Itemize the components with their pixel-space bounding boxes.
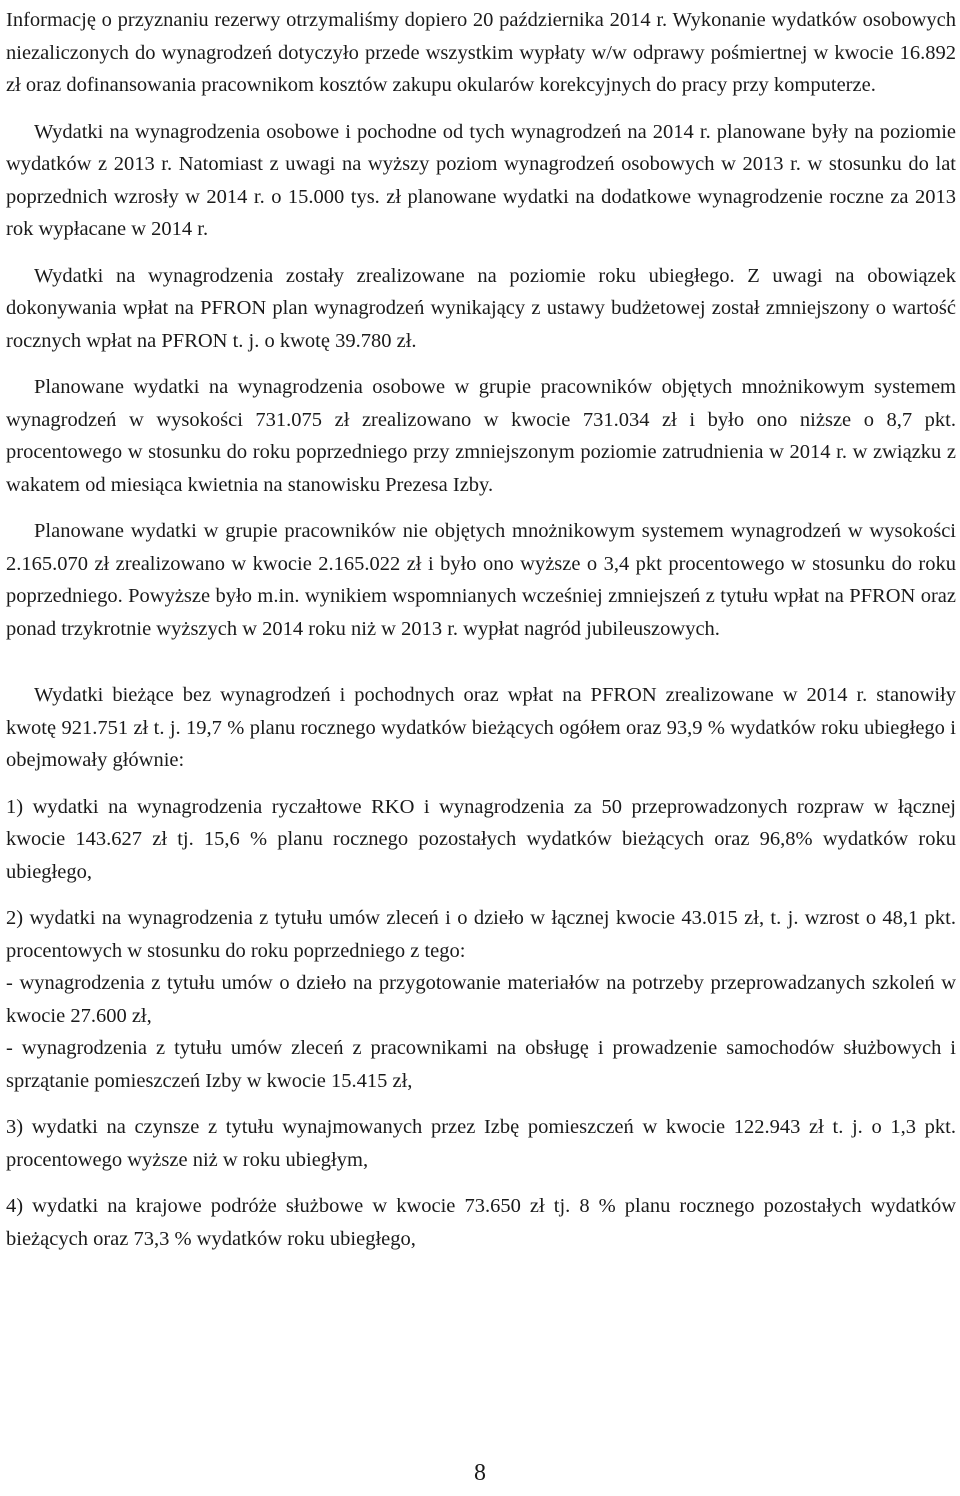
list-item-4: 4) wydatki na krajowe podróże służbowe w kwocie 73.650 zł tj. 8 % planu rocznego pozostałych wydatków bieżących oraz 73,3 % wydatków roku ubiegłego,	[6, 1195, 956, 1250]
list-item-1: 1) wydatki na wynagrodzenia ryczałtowe RKO i wynagrodzenia za 50 przeprowadzonych rozpraw w łącznej kwocie 143.627 zł tj. 15,6 % planu rocznego pozostałych wydatków bieżących oraz 96,8% wydatków roku ubiegłego,	[6, 795, 956, 883]
document-page	[6, 0, 956, 1255]
paragraph-reserve-info: Informację o przyznaniu rezerwy otrzymaliśmy dopiero 20 października 2014 r. Wykonanie wydatków osobowych niezaliczonych do wynagrodzeń dotyczyło przede wszystkim wypłaty w/w odprawy pośmiertnej w kwocie 16.892 zł oraz dofinansowania pracownikom kosztów zakupu okularów korekcyjnych do pracy przy komputerze.	[6, 9, 956, 96]
paragraph-multiplier-group: Planowane wydatki na wynagrodzenia osobowe w grupie pracowników objętych mnożnikowym systemem wynagrodzeń w wysokości 731.075 zł zrealizowano w kwocie 731.034 zł i było ono niższe o 8,7 pkt. procentowego w stosunku do roku poprzedniego przy zmniejszonym poziomie zatrudnienia w 2014 r. w związku z wakatem od miesiąca kwietnia na stanowisku Prezesa Izby.	[6, 376, 956, 496]
paragraph-non-multiplier-group: Planowane wydatki w grupie pracowników nie objętych mnożnikowym systemem wynagrodzeń w wysokości 2.165.070 zł zrealizowano w kwocie 2.165.022 zł i było ono wyższe o 3,4 pkt procentowego w stosunku do roku poprzedniego. Powyższe było m.in. wynikiem wspomnianych wcześniej zmniejszeń z tytułu wpłat na PFRON oraz ponad trzykrotnie wyższych w 2014 roku niż w 2013 r. wypłat nagród jubileuszowych.	[6, 520, 956, 640]
list-subitem-commission-contracts: - wynagrodzenia z tytułu umów zleceń z pracownikami na obsługę i prowadzenie samochodów służbowych i sprzątanie pomieszczeń Izby w kwocie 15.415 zł,	[6, 1037, 956, 1092]
list-item-3: 3) wydatki na czynsze z tytułu wynajmowanych przez Izbę pomieszczeń w kwocie 122.943 zł t. j. o 1,3 pkt. procentowego wyższe niż w roku ubiegłym,	[6, 1116, 956, 1171]
page-number: 8	[474, 1460, 486, 1486]
paragraph-current-expenses: Wydatki bieżące bez wynagrodzeń i pochodnych oraz wpłat na PFRON zrealizowane w 2014 r. stanowiły kwotę 921.751 zł t. j. 19,7 % planu rocznego wydatków bieżących ogółem oraz 93,9 % wydatków roku ubiegłego i obejmowały głównie:	[6, 684, 956, 771]
list-subitem-work-contracts: - wynagrodzenia z tytułu umów o dzieło na przygotowanie materiałów na potrzeby przeprowadzanych szkoleń w kwocie 27.600 zł,	[6, 972, 956, 1027]
list-item-2: 2) wydatki na wynagrodzenia z tytułu umów zleceń i o dzieło w łącznej kwocie 43.015 zł, t. j. wzrost o 48,1 pkt. procentowych w stosunku do roku poprzedniego z tego:	[6, 907, 956, 962]
paragraph-pfron: Wydatki na wynagrodzenia zostały zrealizowane na poziomie roku ubiegłego. Z uwagi na obowiązek dokonywania wpłat na PFRON plan wynagrodzeń wynikający z ustawy budżetowej został zmniejszony o wartość rocznych wpłat na PFRON t. j. o kwotę 39.780 zł.	[6, 264, 956, 352]
paragraph-salary-plan: Wydatki na wynagrodzenia osobowe i pochodne od tych wynagrodzeń na 2014 r. planowane były na poziomie wydatków z 2013 r. Natomiast z uwagi na wyższy poziom wynagrodzeń osobowych w 2013 r. w stosunku do lat poprzednich wzrosły w 2014 r. o 15.000 tys. zł planowane wydatki na dodatkowe wynagrodzenie roczne za 2013 rok wypłacane w 2014 r.	[6, 120, 956, 240]
